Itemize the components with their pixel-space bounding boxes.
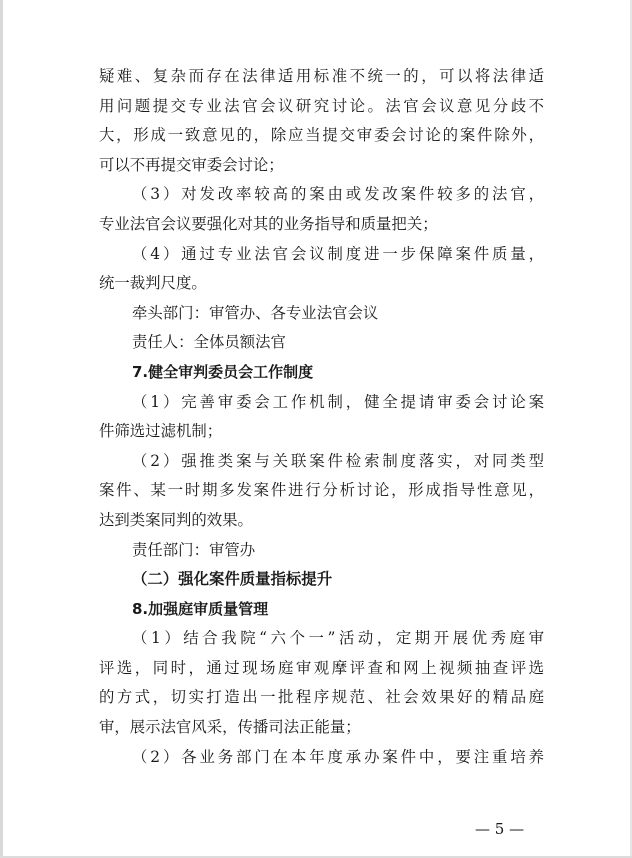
paragraph-line: 达到类案同判的效果。: [99, 510, 253, 529]
paragraph-line: 疑难、复杂而存在法律适用标准不统一的，可以将法律适: [99, 67, 544, 85]
section-heading-7: 7.健全审判委员会工作制度: [132, 362, 314, 381]
responsible-person-line: 责任人：全体员额法官: [132, 333, 286, 352]
paragraph-line: 大，形成一致意见的，除应当提交审委会讨论的案件除外，: [99, 126, 544, 145]
paragraph-line: 可以不再提交审委会讨论；: [99, 155, 284, 174]
lead-department-line: 牵头部门：审管办、各专业法官会议: [132, 303, 379, 322]
paragraph-line: （1）完善审委会工作机制，健全提请审委会讨论案: [132, 392, 544, 411]
paragraph-line: 用问题提交专业法官会议研究讨论。法官会议意见分歧不: [99, 96, 544, 115]
section-heading-2: （二）强化案件质量指标提升: [132, 570, 333, 589]
paragraph-line: 件筛选过滤机制；: [99, 422, 223, 441]
paragraph-line: 专业法官会议要强化对其的业务指导和质量把关；: [99, 214, 438, 233]
page-number: — 5 —: [475, 820, 525, 838]
paragraph-line: 评选，同时，通过现场庭审观摩评查和网上视频抽查评选: [99, 658, 544, 677]
paragraph-line: 的方式，切实打造出一批程序规范、社会效果好的精品庭: [99, 688, 544, 707]
paragraph-line: 审，展示法官风采，传播司法正能量；: [99, 718, 361, 737]
section-heading-8: 8.加强庭审质量管理: [132, 599, 269, 618]
paragraph-line: 统一裁判尺度。: [99, 274, 207, 293]
page-edge-left: [0, 0, 3, 858]
document-body: [99, 62, 544, 772]
paragraph-line: （2）强推类案与关联案件检索制度落实，对同类型: [132, 451, 544, 470]
paragraph-line: （4）通过专业法官会议制度进一步保障案件质量，: [132, 244, 544, 263]
paragraph-line: 案件、某一时期多发案件进行分析讨论，形成指导性意见，: [99, 481, 544, 500]
paragraph-line: （3）对发改率较高的案由或发改案件较多的法官，: [132, 185, 544, 204]
paragraph-line: （1）结合我院“六个一”活动，定期开展优秀庭审: [132, 629, 544, 648]
paragraph-line: （2）各业务部门在本年度承办案件中，要注重培养: [132, 747, 544, 766]
responsible-department-line: 责任部门：审管办: [132, 540, 256, 559]
